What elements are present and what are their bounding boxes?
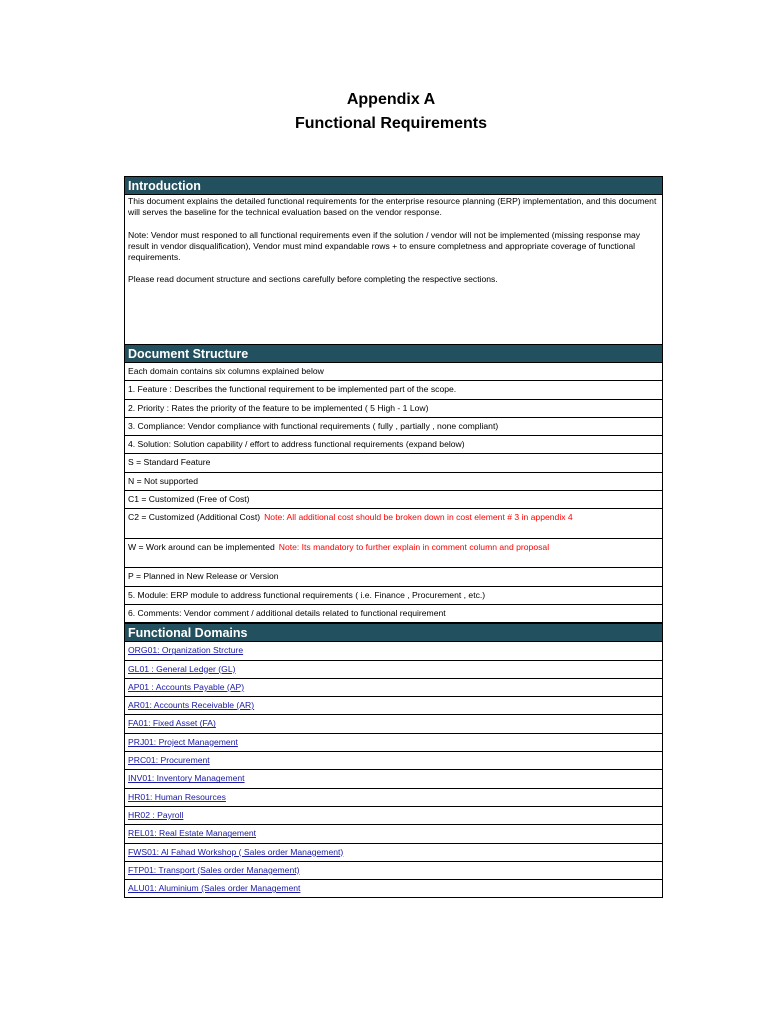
domain-link-ar01[interactable]: AR01: Accounts Receivable (AR): [128, 700, 255, 711]
functional-domains-header: Functional Domains: [124, 623, 663, 642]
domain-link-hr01[interactable]: HR01: Human Resources: [128, 791, 226, 802]
document-structure-header: Document Structure: [124, 344, 663, 363]
domain-row: [124, 642, 663, 660]
domain-link-alu01[interactable]: ALU01: Aluminium (Sales order Management: [128, 883, 301, 894]
domain-link-fws01[interactable]: FWS01: Al Fahad Workshop ( Sales order Management): [128, 846, 344, 857]
domain-link-org01[interactable]: ORG01: Organization Strcture: [128, 645, 244, 656]
domain-row: [124, 679, 663, 697]
domain-link-prj01[interactable]: PRJ01: Project Management: [128, 736, 238, 747]
domain-link-prc01[interactable]: PRC01: Procurement: [128, 755, 210, 766]
domain-link-rel01[interactable]: REL01: Real Estate Management: [128, 828, 257, 839]
domain-row: [124, 862, 663, 880]
structure-row-w: [124, 539, 663, 569]
domain-row: [124, 715, 663, 733]
c2-note: Note: All additional cost should be broken down in cost element # 3 in appendix 4: [264, 512, 573, 523]
c2-text: C2 = Customized (Additional Cost): [128, 512, 261, 523]
structure-row: C1 = Customized (Free of Cost): [124, 491, 663, 509]
requirements-sheet: [124, 176, 663, 898]
domain-row: [124, 844, 663, 862]
structure-row: 4. Solution: Solution capability / effort to address functional requirements (expand below): [124, 436, 663, 454]
intro-paragraph: Please read document structure and sections carefully before completing the respective sections.: [128, 274, 498, 285]
structure-row-c2: [124, 509, 663, 539]
domain-row: [124, 880, 663, 898]
domain-row: [124, 807, 663, 825]
structure-row: 1. Feature : Describes the functional requirement to be implemented part of the scope.: [124, 381, 663, 399]
structure-row: 3. Compliance: Vendor compliance with functional requirements ( fully , partially , none compliant): [124, 418, 663, 436]
structure-row: Each domain contains six columns explained below: [124, 363, 663, 381]
domain-row: [124, 789, 663, 807]
domain-row: [124, 825, 663, 843]
structure-row: S = Standard Feature: [124, 454, 663, 472]
domain-row: [124, 770, 663, 788]
domain-link-gl01[interactable]: GL01 : General Ledger (GL): [128, 663, 236, 674]
w-text: W = Work around can be implemented: [128, 541, 275, 552]
domain-link-ap01[interactable]: AP01 : Accounts Payable (AP): [128, 681, 245, 692]
domain-link-fa01[interactable]: FA01: Fixed Asset (FA): [128, 718, 216, 729]
domain-row: [124, 661, 663, 679]
structure-row: 6. Comments: Vendor comment / additional details related to functional requirement: [124, 605, 663, 623]
domain-row: [124, 697, 663, 715]
domain-row: [124, 734, 663, 752]
structure-row: P = Planned in New Release or Version: [124, 568, 663, 586]
domain-link-hr02[interactable]: HR02 : Payroll: [128, 809, 184, 820]
page-subtitle: Functional Requirements: [294, 115, 488, 132]
structure-row: 5. Module: ERP module to address functional requirements ( i.e. Finance , Procurement , etc.): [124, 587, 663, 605]
w-note: Note: Its mandatory to further explain in comment column and proposal: [278, 541, 550, 552]
intro-paragraph: Note: Vendor must responed to all functional requirements even if the solution / vendor will not be implemented (missing response may result in vendor disqualification), Vendor must mind expandable rows + to ensure completness and appropriate coverage of functional requirements.: [128, 229, 641, 262]
introduction-header: Introduction: [124, 176, 663, 195]
page-title: Appendix A: [346, 91, 436, 108]
domain-row: [124, 752, 663, 770]
domain-link-inv01[interactable]: INV01: Inventory Management: [128, 773, 245, 784]
intro-paragraph: This document explains the detailed functional requirements for the enterprise resource planning (ERP) implementation, and this document will serves the baseline for the technical evaluation based on the vendor response.: [128, 196, 657, 218]
domain-link-ftp01[interactable]: FTP01: Transport (Sales order Management): [128, 864, 300, 875]
structure-row: N = Not supported: [124, 473, 663, 491]
introduction-text: [124, 195, 663, 344]
structure-row: 2. Priority : Rates the priority of the feature to be implemented ( 5 High - 1 Low): [124, 400, 663, 418]
